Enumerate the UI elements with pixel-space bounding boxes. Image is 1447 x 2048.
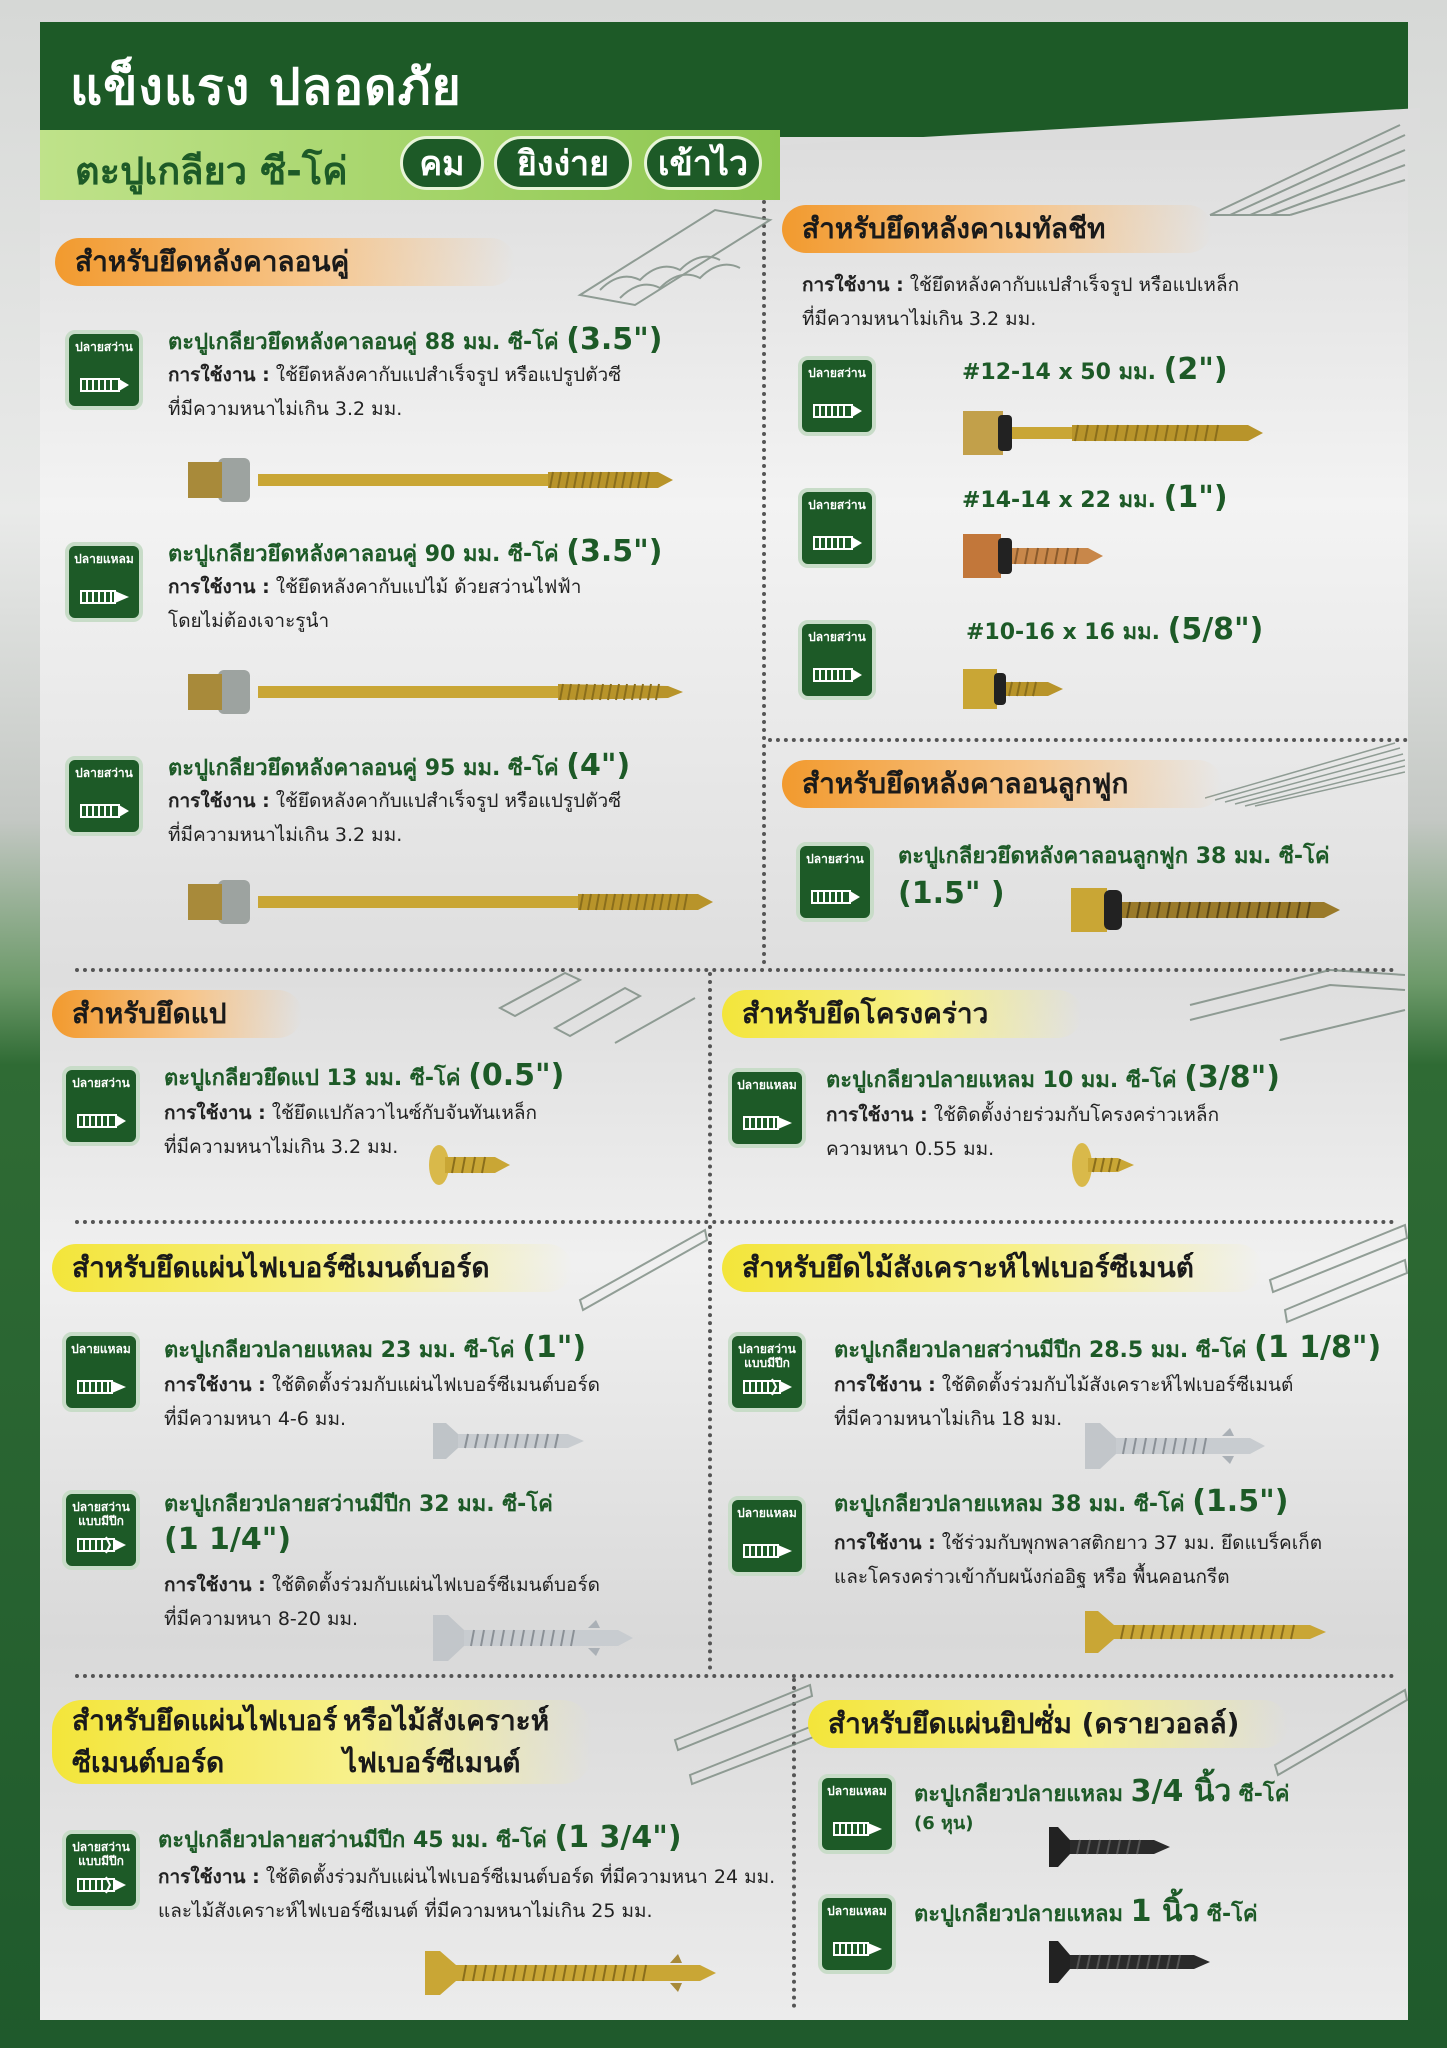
drill-tip-badge: ปลายสว่าน xyxy=(798,620,876,700)
product-desc: การใช้งาน : ใช้ติดตั้งร่วมกับไม้สังเคราะห์ไฟเบอร์ซีเมนต์ ที่มีความหนาไม่เกิน 18 มม. xyxy=(834,1374,1294,1430)
screw-metal-16mm-image xyxy=(958,664,1068,714)
screw-metal-22mm-image xyxy=(958,528,1108,584)
feature-pill-sharp: คม xyxy=(400,136,484,190)
section-heading-fiber-both xyxy=(52,1700,592,1784)
product-desc: การใช้งาน : ใช้ร่วมกับพุกพลาสติกยาว 37 มม. ยึดแบร็คเก็ต และโครงคร่าวเข้ากับผนังก่ออิฐ หรือ พื้นคอนกรีต xyxy=(834,1532,1323,1588)
winged-drill-icon xyxy=(76,1874,128,1896)
product-title: ตะปูเกลียวยึดหลังคาลอนคู่ 88 มม. ซี-โค่ (3.5") xyxy=(168,322,663,357)
screw-corrugated-38mm-image xyxy=(1066,880,1346,940)
product-title: ตะปูเกลียวปลายสว่านมีปีก 28.5 มม. ซี-โค่ (1 1/8") xyxy=(834,1330,1382,1365)
winged-drill-badge: ปลายสว่าน แบบมีปีก xyxy=(62,1490,140,1570)
screw-fiber-23mm-image xyxy=(428,1418,588,1464)
fiber-wood-plank-icon xyxy=(1265,1220,1410,1340)
product-size: (1.5" ) xyxy=(898,876,1005,911)
drill-tip-badge: ปลายสว่าน xyxy=(65,330,143,410)
sharp-tip-icon xyxy=(832,1938,884,1960)
product-title: #12-14 x 50 มม. (2") xyxy=(962,352,1228,387)
double-roof-sheet-icon xyxy=(575,200,775,315)
feature-pill-fast: เข้าไว xyxy=(644,136,762,190)
product-desc: การใช้งาน : ใช้ติดตั้งร่วมกับแผ่นไฟเบอร์ซีเมนต์บอร์ด ที่มีความหนา 24 มม. และไม้สังเคราะห์ไฟเบอร์ซีเมนต์ ที่มีความหนาไม่เกิน 25 มม. xyxy=(158,1866,776,1922)
section-heading-double-roof: สำหรับยึดหลังคาลอนคู่ xyxy=(55,238,515,286)
purlin-channel-icon xyxy=(495,968,705,1048)
winged-drill-icon xyxy=(742,1376,794,1398)
drill-tip-badge: ปลายสว่าน xyxy=(798,488,876,568)
drill-tip-icon xyxy=(812,664,864,686)
gypsum-board-icon xyxy=(1270,1680,1410,1780)
sharp-tip-badge: ปลายแหลม xyxy=(62,1332,140,1412)
screw-88mm-image xyxy=(178,450,678,510)
product-title: ตะปูเกลียวปลายแหลม 38 มม. ซี-โค่ (1.5") xyxy=(834,1484,1289,1519)
section-heading-metal-sheet: สำหรับยึดหลังคาเมทัลชีท xyxy=(782,205,1212,253)
section-heading-purlin: สำหรับยึดแป xyxy=(52,990,302,1038)
screw-fiber-32mm-image xyxy=(428,1610,638,1666)
fiber-board-icon xyxy=(575,1220,710,1340)
product-title: ตะปูเกลียวปลายสว่านมีปีก 45 มม. ซี-โค่ (1 3/4") xyxy=(158,1820,682,1855)
sharp-tip-icon xyxy=(742,1540,794,1562)
divider-row-2 xyxy=(75,1220,1395,1224)
sharp-tip-icon xyxy=(76,1376,128,1398)
sharp-tip-icon xyxy=(79,586,131,608)
page-title: แข็งแรง ปลอดภัย xyxy=(70,58,462,116)
drill-tip-icon xyxy=(76,1110,128,1132)
product-line-title: ตะปูเกลียว ซี-โค่ xyxy=(75,149,348,193)
heading-line-2: หรือไม้สังเคราะห์ไฟเบอร์ซีเมนต์ xyxy=(343,1704,550,1779)
sharp-tip-icon xyxy=(832,1818,884,1840)
sharp-tip-badge: ปลายแหลม xyxy=(818,1774,896,1854)
product-title: #10-16 x 16 มม. (5/8") xyxy=(966,612,1264,647)
drill-tip-badge: ปลายสว่าน xyxy=(65,756,143,836)
product-desc: การใช้งาน : ใช้ยึดหลังคากับแปสำเร็จรูป หรือแปรูปตัวซี ที่มีความหนาไม่เกิน 3.2 มม. xyxy=(168,790,622,846)
product-title: ตะปูเกลียวยึดแป 13 มม. ซี-โค่ (0.5") xyxy=(164,1058,565,1093)
product-size: (1 1/4") xyxy=(164,1522,292,1557)
drill-tip-icon xyxy=(810,886,862,908)
drill-tip-icon xyxy=(79,374,131,396)
product-desc: การใช้งาน : ใช้ติดตั้งร่วมกับแผ่นไฟเบอร์ซีเมนต์บอร์ด ที่มีความหนา 8-20 มม. xyxy=(164,1574,600,1630)
feature-pill-easy: ยิงง่าย xyxy=(494,136,632,190)
corrugated-sheet-icon xyxy=(1205,738,1405,808)
drill-tip-icon xyxy=(812,532,864,554)
heading-line-1: สำหรับยึดแผ่นไฟเบอร์ซีเมนต์บอร์ด xyxy=(72,1704,338,1779)
section-heading-fiber-wood: สำหรับยึดไม้สังเคราะห์ไฟเบอร์ซีเมนต์ xyxy=(722,1244,1262,1292)
sharp-tip-badge: ปลายแหลม xyxy=(818,1894,896,1974)
screw-purlin-13mm-image xyxy=(425,1140,515,1190)
product-desc: การใช้งาน : ใช้ติดตั้งร่วมกับแผ่นไฟเบอร์ซีเมนต์บอร์ด ที่มีความหนา 4-6 มม. xyxy=(164,1374,600,1430)
drill-tip-icon xyxy=(79,800,131,822)
divider-row-3 xyxy=(75,1674,1395,1678)
product-desc: การใช้งาน : ใช้ยึดหลังคากับแปไม้ ด้วยสว่านไฟฟ้า โดยไม่ต้องเจาะรูนำ xyxy=(168,576,582,632)
metal-sheet-icon xyxy=(1200,115,1410,225)
screw-gypsum-34in-image xyxy=(1044,1822,1174,1872)
section-heading-fiber-board: สำหรับยึดแผ่นไฟเบอร์ซีเมนต์บอร์ด xyxy=(52,1244,572,1292)
screw-truss-10mm-image xyxy=(1068,1140,1138,1190)
product-note: (6 หุน) xyxy=(914,1813,974,1834)
fiber-combo-icon xyxy=(670,1680,820,1790)
winged-drill-badge: ปลายสว่าน แบบมีปีก xyxy=(728,1332,806,1412)
sharp-tip-badge: ปลายแหลม xyxy=(65,542,143,622)
screw-fiber-45mm-image xyxy=(420,1946,720,2000)
divider-vertical-mid xyxy=(708,972,712,1217)
winged-drill-icon xyxy=(76,1534,128,1556)
drill-tip-icon xyxy=(812,400,864,422)
winged-drill-badge: ปลายสว่าน แบบมีปีก xyxy=(62,1830,140,1910)
sharp-tip-badge: ปลายแหลม xyxy=(728,1068,806,1148)
drill-tip-badge: ปลายสว่าน xyxy=(62,1066,140,1146)
product-title: ตะปูเกลียวปลายแหลม 3/4 นิ้ว ซี-โค่ xyxy=(914,1774,1290,1809)
drill-tip-badge: ปลายสว่าน xyxy=(796,842,874,922)
section-heading-gypsum: สำหรับยึดแผ่นยิปซั่ม (ดรายวอลล์) xyxy=(808,1700,1288,1748)
sharp-tip-icon xyxy=(742,1112,794,1134)
screw-fiber-wood-28mm-image xyxy=(1080,1418,1270,1474)
product-title: ตะปูเกลียวยึดหลังคาลอนคู่ 90 มม. ซี-โค่ (3.5") xyxy=(168,534,663,569)
product-desc: การใช้งาน : ใช้ยึดหลังคากับแปสำเร็จรูป หรือแปรูปตัวซี ที่มีความหนาไม่เกิน 3.2 มม. xyxy=(168,364,622,420)
steel-frame-icon xyxy=(1180,965,1410,1045)
section-heading-truss: สำหรับยึดโครงคร่าว xyxy=(722,990,1082,1038)
product-desc: การใช้งาน : ใช้ติดตั้งง่ายร่วมกับโครงคร่าวเหล็ก ความหนา 0.55 มม. xyxy=(826,1104,1220,1160)
product-title: ตะปูเกลียวปลายแหลม 10 มม. ซี-โค่ (3/8") xyxy=(826,1060,1280,1095)
product-title: ตะปูเกลียวปลายแหลม 1 นิ้ว ซี-โค่ xyxy=(914,1894,1258,1929)
product-desc: การใช้งาน : ใช้ยึดแปกัลวาไนซ์กับจันทันเหล็ก ที่มีความหนาไม่เกิน 3.2 มม. xyxy=(164,1102,537,1158)
product-title: ตะปูเกลียวปลายแหลม 23 มม. ซี-โค่ (1") xyxy=(164,1330,587,1365)
screw-fiber-wood-38mm-image xyxy=(1080,1606,1330,1658)
product-title: ตะปูเกลียวยึดหลังคาลอนคู่ 95 มม. ซี-โค่ (4") xyxy=(168,748,631,783)
product-title: #14-14 x 22 มม. (1") xyxy=(962,480,1228,515)
screw-95mm-image xyxy=(178,872,718,932)
product-title: ตะปูเกลียวยึดหลังคาลอนลูกฟูก 38 มม. ซี-โค่ xyxy=(898,844,1330,869)
metal-sheet-desc: การใช้งาน : ใช้ยึดหลังคากับแปสำเร็จรูป หรือแปเหล็ก ที่มีความหนาไม่เกิน 3.2 มม. xyxy=(802,274,1240,330)
section-heading-corrugated: สำหรับยึดหลังคาลอนลูกฟูก xyxy=(782,760,1222,808)
product-title: ตะปูเกลียวปลายสว่านมีปีก 32 มม. ซี-โค่ xyxy=(164,1492,553,1517)
screw-90mm-image xyxy=(178,662,688,722)
sharp-tip-badge: ปลายแหลม xyxy=(728,1496,806,1576)
screw-metal-50mm-image xyxy=(958,405,1268,461)
drill-tip-badge: ปลายสว่าน xyxy=(798,356,876,436)
screw-gypsum-1in-image xyxy=(1044,1936,1214,1988)
